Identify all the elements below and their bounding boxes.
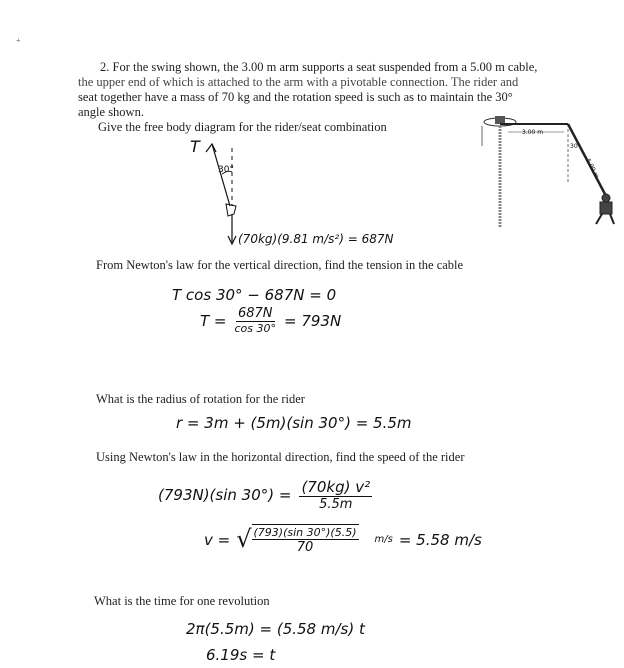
rider-icon: [596, 194, 614, 224]
tension-equation-2: [200, 306, 341, 335]
question-fbd: Give the free body diagram for the rider/seat combination: [98, 120, 387, 134]
time-equation-2: 6.19s = t: [206, 646, 276, 664]
fbd-tension-arrow: [212, 144, 230, 206]
intro-line-1: 2. For the swing shown, the 3.00 m arm supports a seat suspended from a 5.00 m cable,: [100, 60, 538, 74]
swing-figure: [478, 112, 618, 228]
intro-line-3: seat together have a mass of 70 kg and the rotation speed is such as to maintain the 30°: [78, 90, 513, 104]
speed-eq2-numerator: (793)(sin 30°)(5.5): [253, 526, 357, 539]
fbd-weight-label: (70kg)(9.81 m/s²) = 687N: [238, 232, 394, 246]
fbd-angle-label: 30°: [218, 165, 234, 175]
speed-eq1-lhs: (793N)(sin 30°) =: [158, 486, 292, 504]
tension-eq2-lhs: T =: [200, 311, 227, 330]
fbd-tension-label: T: [190, 137, 200, 156]
speed-eq1-numerator: (70kg) v²: [301, 478, 371, 496]
speed-eq1-fraction: [299, 478, 372, 512]
speed-eq2-denominator: 70: [296, 540, 314, 555]
fbd-seat-body: [226, 204, 236, 216]
question-radius: What is the radius of rotation for the rider: [96, 392, 305, 406]
speed-equation-2: [204, 524, 482, 555]
tension-fraction: [235, 306, 277, 335]
intro-line-4: angle shown.: [78, 105, 144, 119]
question-time: What is the time for one revolution: [94, 594, 270, 608]
radius-equation: r = 3m + (5m)(sin 30°) = 5.5m: [176, 414, 412, 432]
arm-dimension-label: 3.00 m: [522, 129, 544, 136]
speed-equation-1: [158, 478, 372, 512]
speed-eq2-result: = 5.58 m/s: [398, 530, 482, 549]
tension-denominator: cos 30°: [234, 322, 277, 335]
sqrt-symbol: √: [236, 525, 252, 553]
question-vertical: From Newton's law for the vertical direction, find the tension in the cable: [96, 258, 464, 272]
speed-eq2-lhs: v =: [204, 530, 231, 549]
speed-sqrt: [236, 524, 358, 555]
tension-numerator: 687N: [237, 306, 273, 321]
problem-statement: [78, 60, 537, 120]
tension-equation-1: T cos 30° − 687N = 0: [172, 286, 337, 304]
question-horizontal: Using Newton's law in the horizontal direction, find the speed of the rider: [96, 450, 465, 464]
time-equation-1: 2π(5.5m) = (5.58 m/s) t: [186, 620, 365, 638]
speed-eq2-units: m/s: [374, 534, 393, 545]
swing-angle-label: 30°: [570, 143, 581, 150]
intro-line-2: the upper end of which is attached to the arm with a pivotable connection. The rider and: [78, 75, 519, 89]
speed-eq2-fraction: [252, 524, 359, 555]
cable-dimension-label: 5.00 m: [584, 157, 601, 180]
speed-eq1-denominator: 5.5m: [319, 497, 353, 512]
tension-result: = 793N: [284, 311, 342, 330]
stray-mark: +: [16, 36, 21, 45]
